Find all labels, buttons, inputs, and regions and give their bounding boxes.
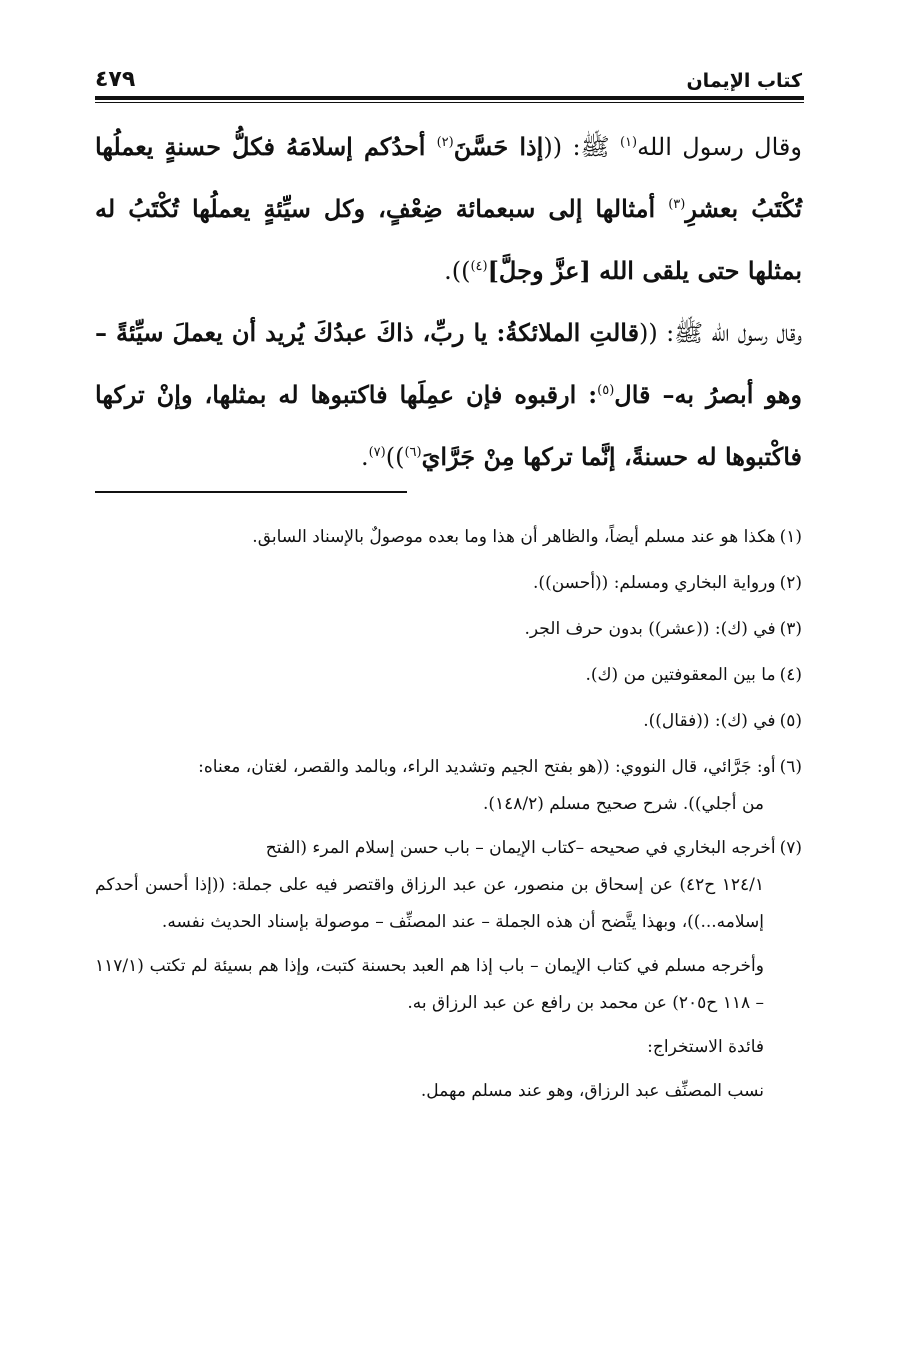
footnote-3: [95, 611, 802, 648]
footnote-number: (٢): [779, 573, 802, 593]
quote-open: : ((: [639, 319, 675, 347]
narration-intro: وقال رسول الله: [637, 133, 802, 161]
footnote-text: أخرجه البخاري في صحيحه –كتاب الإيمان – باب حسن إسلام المرء (الفتح: [265, 838, 776, 858]
header-rule-thick: [95, 96, 804, 100]
footnote-ref-5[interactable]: (٥): [597, 383, 615, 398]
hadith-paragraph-1: [95, 116, 802, 302]
footnote-6: [95, 749, 802, 823]
footnote-ref-1[interactable]: (١): [619, 135, 638, 150]
page-number: ٤٧٩: [95, 67, 136, 92]
salutation-glyph: ﷺ: [580, 133, 610, 161]
footnote-continuation: ١٢٤/١ ح٤٢) عن إسحاق بن منصور، عن عبد الرزاق واقتصر فيه على جملة: ((إذا أحسن أحدكم إسلامه...))، وبهذا يتَّضح أن هذه الجملة – عند المصنِّف – موصولة بإسناد الحديث نفسه.: [95, 875, 764, 932]
final-period: .: [360, 443, 369, 471]
footnote-number: (٥): [779, 711, 802, 731]
footnote-ref-2[interactable]: (٢): [436, 135, 454, 150]
hadith-text-part-1: قالتِ الملائكةُ: يا ربِّ، ذاكَ عبدُكَ يُريد أن يعملَ سيِّئةً –وهو أبصرُ به– قال: [95, 318, 802, 409]
footnote-ref-7[interactable]: (٧): [368, 445, 386, 460]
salutation-glyph: ﷺ: [674, 319, 704, 347]
footnote-7-benefit-heading: فائدة الاستخراج:: [647, 1037, 764, 1057]
quote-close: )): [385, 443, 405, 471]
footnote-number: (٣): [779, 619, 802, 639]
footnote-text: في (ك): ((عشر)) بدون حرف الجر.: [524, 619, 776, 639]
footnote-5: [95, 703, 802, 740]
hadith-text-part-2: : ارقبوه فإن عمِلَها فاكتبوها له بمثلها، وإنْ تركها فاكْتبوها له حسنةً، إنَّما تركها مِنْ جَرَّايَ: [95, 380, 802, 471]
hadith-paragraph-2: [95, 302, 802, 488]
footnote-number: (٦): [779, 757, 802, 777]
footnote-7-muslim-paragraph: وأخرجه مسلم في كتاب الإيمان – باب إذا هم العبد بحسنة كتبت، وإذا هم بسيئة لم تكتب (١١٧/١ – ١١٨ ح٢٠٥) عن محمد بن رافع عن عبد الرزاق به.: [95, 956, 764, 1013]
footnote-ref-6[interactable]: (٦): [404, 445, 422, 460]
running-title: كتاب الإيمان: [686, 70, 802, 92]
quote-close: )).: [444, 257, 471, 285]
footnote-number: (٤): [779, 665, 802, 685]
narration-intro: وقال رسول الله: [711, 319, 802, 347]
footnote-text: أو: جَرَّائي، قال النووي: ((هو بفتح الجيم وتشديد الراء، وبالمد والقصر، لغتان، معناه:: [198, 757, 776, 777]
footnote-text: ورواية البخاري ومسلم: ((أحسن)).: [533, 573, 776, 593]
quote-open: : ((: [543, 133, 581, 161]
footnote-text: ما بين المعقوفتين من (ك).: [585, 665, 776, 685]
footnote-continuation: من أجلي)). شرح صحيح مسلم (١٤٨/٢).: [482, 794, 764, 814]
hadith-text-part-1: إذا حَسَّنَ: [453, 132, 544, 161]
footnote-1: [95, 519, 802, 556]
footnote-7-benefit-text: نسب المصنِّف عبد الرزاق، وهو عند مسلم مهمل.: [420, 1081, 764, 1101]
footnote-ref-4[interactable]: (٤): [470, 259, 488, 274]
hadith-text-part-2: أحدُكم إسلامَهُ فكلُّ حسنةٍ يعملُها تُكْتَبُ بعشرِ: [95, 132, 803, 223]
footnote-text: هكذا هو عند مسلم أيضاً، والظاهر أن هذا وما بعده موصولٌ بالإسناد السابق.: [252, 527, 776, 547]
footnote-separator: [95, 491, 407, 493]
page-header: [95, 58, 802, 92]
footnote-number: (٧): [779, 838, 802, 858]
footnote-text: في (ك): ((فقال)).: [643, 711, 776, 731]
footnote-2: [95, 565, 802, 602]
header-rule-thin: [95, 102, 804, 103]
hadith-text-part-3: أمثالها إلى سبعمائة ضِعْفٍ، وكل سيِّئةٍ يعملُها تُكْتَبُ له بمثلها حتى يلقى الله [عزَّ وجلَّ]: [95, 194, 802, 285]
footnote-4: [95, 657, 802, 694]
footnote-7: [95, 830, 802, 941]
footnote-number: (١): [779, 527, 802, 547]
footnotes: [95, 519, 802, 1117]
main-text: [95, 116, 802, 488]
footnote-ref-3[interactable]: (٣): [668, 197, 686, 212]
